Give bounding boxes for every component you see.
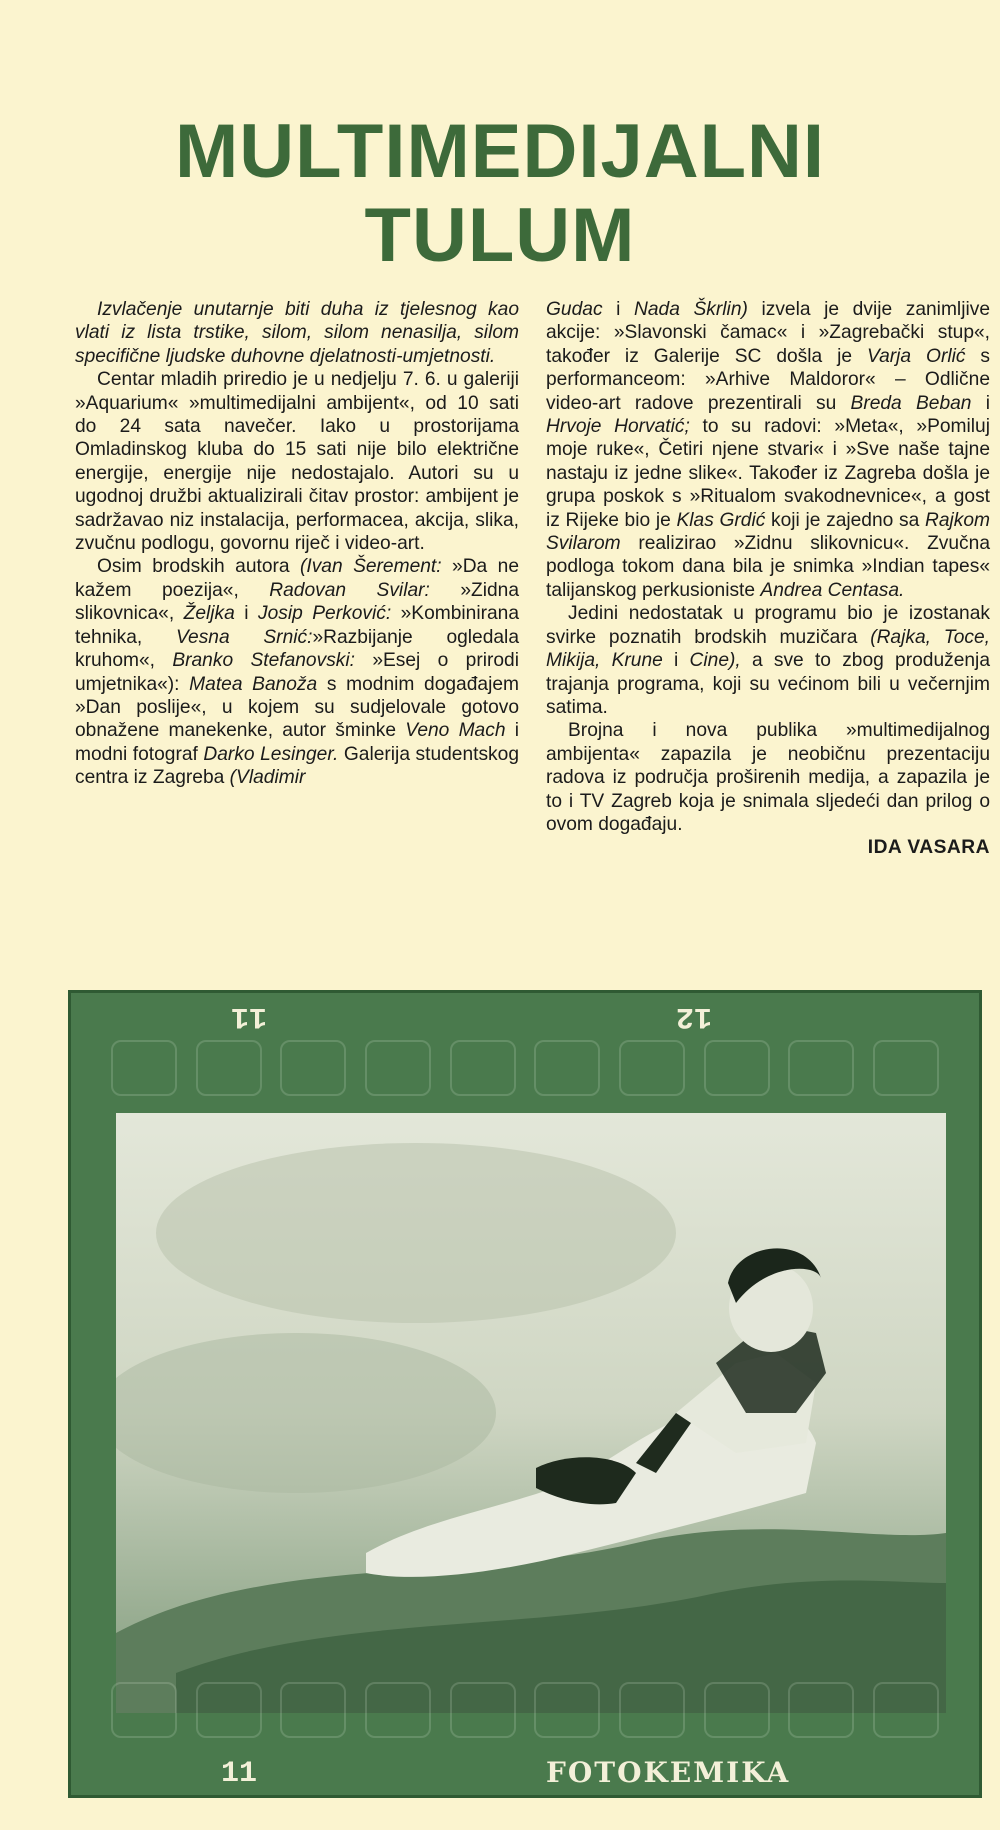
italic-run: (Rajka, Toce, Mikija, Krune <box>546 626 990 672</box>
italic-run: Varja Orlić <box>867 345 966 367</box>
body-paragraph-5: Brojna i nova publika »multimedijalnog ambijenta« zapazila je neobičnu prezentaciju radova iz područja proširenih medija, a zapazila je to i TV Zagreb koja je snimala sljedeći dan prilog o ovom događaju. <box>546 720 990 835</box>
italic-run: Matea Banoža <box>189 673 318 695</box>
film-perforations-bottom <box>111 1675 939 1745</box>
italic-run: Vesna Srnić: <box>175 626 313 648</box>
text-run: »Razbijanje ogledala kruhom«, <box>75 626 519 672</box>
frame-number-bottom-left: 11 <box>221 1757 258 1791</box>
text-run: to su radovi: »Meta«, »Pomiluj moje ruke«, Četiri njene stvari« i »Sve naše tajne nastaju iz jedne slike«. Također iz Zagreba došla je grupa poskok s »Ritualom svakodnevnice«, a gost iz Rijeke bio je <box>546 416 990 531</box>
text-run: Jedini nedostatak u programu bio je izostanak svirke poznatih brodskih muzičara <box>546 603 990 648</box>
italic-run: Klas Grdić <box>676 509 766 531</box>
frame-number-top-right: 12 <box>676 999 713 1033</box>
text-run: s modnim događajem »Dan poslije«, u kojem su sudjelovale gotovo obnažene manekenke, autor šminke <box>75 673 519 742</box>
text-run: »Esej o prirodi umjetnika«): <box>75 650 519 695</box>
text-run: »Da ne kažem poezija«, <box>75 556 519 601</box>
italic-run: Josip Perković: <box>258 603 392 625</box>
text-run: i <box>971 392 990 414</box>
text-run: a sve to zbog produženja trajanja programa, koji su većinom bili u večernjim satima. <box>546 650 990 718</box>
italic-run: Breda Beban <box>850 392 972 414</box>
author-byline: IDA VASARA <box>867 837 990 859</box>
article-title <box>0 110 1000 278</box>
text-run: i <box>234 603 258 625</box>
frame-number-top-left: 11 <box>231 999 268 1033</box>
text-run: koji je zajedno sa <box>765 509 925 531</box>
body-paragraph-4 <box>546 602 990 719</box>
italic-run: Nada Škrlin) <box>634 299 748 320</box>
text-run: i <box>662 650 690 672</box>
film-frame-photo <box>68 990 982 1798</box>
text-run: i modni fotograf <box>75 720 519 765</box>
right-column <box>546 298 990 860</box>
italic-run: Andrea Centasa. <box>760 579 905 601</box>
text-run: »Zidna slikovnica«, <box>75 579 519 625</box>
text-run: realizirao »Zidnu slikovnicu«. Zvučna podloga tokom dana bila je snimka »Indian tapes« talijanskog perkusioniste <box>546 533 990 601</box>
italic-run: Veno Mach <box>405 720 506 742</box>
reclining-figure-illustration <box>116 1113 946 1713</box>
italic-run: Gudac <box>546 299 603 320</box>
body-paragraph-3 <box>546 298 990 602</box>
body-paragraph-2 <box>75 555 519 789</box>
lede-paragraph: Izvlačenje unutarnje biti duha iz tjelesnog kao vlati iz lista trstike, silom, silom nenasilja, silom specifične ljudske duhovne djelatnosti-umjetnosti. <box>75 299 519 367</box>
italic-run: Cine), <box>689 650 741 672</box>
italic-run: Branko Stefanovski: <box>172 650 355 672</box>
title-line-1: MULTIMEDIJALNI <box>174 109 826 194</box>
photo-image <box>116 1113 946 1713</box>
italic-run: (Vladimir <box>229 767 306 789</box>
text-run: »Kombinirana tehnika, <box>75 603 520 648</box>
italic-run: Hrvoje Horvatić; <box>546 416 690 438</box>
italic-run: Radovan Svilar: <box>269 579 430 601</box>
text-run: s performanceom: »Arhive Maldoror« – Odlične video-art radove prezentirali su <box>546 345 990 414</box>
italic-run: Željka <box>183 603 235 625</box>
film-perforations-top <box>111 1033 939 1103</box>
film-brand-label: FOTOKEMIKA <box>546 1756 791 1789</box>
text-run: izvela je dvije zanimljive akcije: »Slavonski čamac« i »Zagrebački stup«, također iz Galerije SC došla je <box>546 299 990 367</box>
body-paragraph-1: Centar mladih priredio je u nedjelju 7. 6. u galeriji »Aquarium« »multimedijalni ambijent«, od 10 sati do 24 sata navečer. Iako u prostorijama Omladinskog kluba do 15 sati nije bilo električne energije, energije nije nedostajalo. Autori su u ugodnoj družbi aktualizirali čitav prostor: ambijent je sadržavao niz instalacija, performacea, akcija, slika, zvučnu podlogu, govornu riječ i video-art. <box>75 369 519 555</box>
text-run: Galerija studentskog centra iz Zagreba <box>75 743 519 789</box>
italic-run: Darko Lesinger. <box>203 743 339 765</box>
text-run: i <box>602 299 635 320</box>
left-column <box>75 298 519 790</box>
italic-run: Rajkom Svilarom <box>546 509 991 555</box>
text-run: Osim brodskih autora <box>97 556 300 578</box>
italic-run: (Ivan Šerement: <box>299 556 442 578</box>
title-line-2: TULUM <box>364 193 636 278</box>
